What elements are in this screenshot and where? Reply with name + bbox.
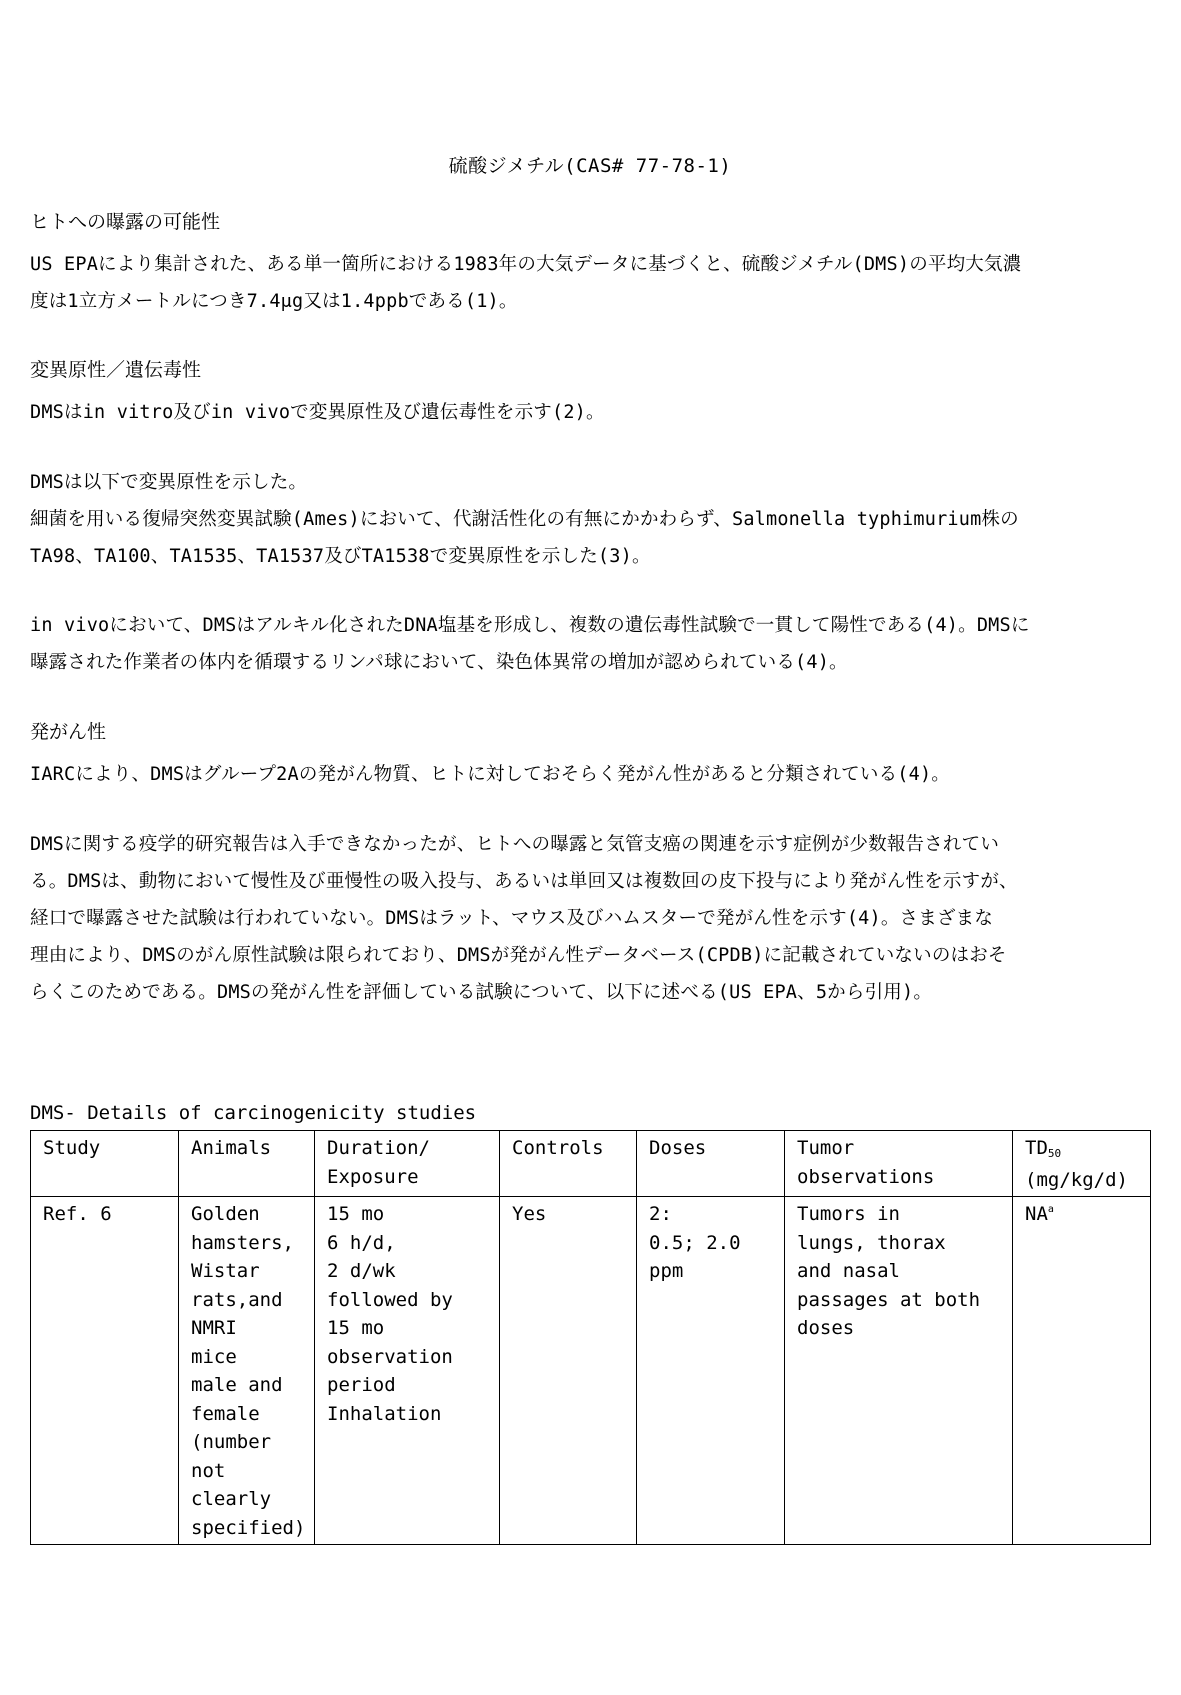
header-controls: Controls [500, 1131, 637, 1197]
text-line: らくこのためである。DMSの発がん性を評価している試験について、以下に述べる(US EPA、5から引用)。 [30, 982, 933, 1003]
cell-controls: Yes [500, 1197, 637, 1545]
text-line: IARCにより、DMSはグループ2Aの発がん物質、ヒトに対しておそらく発がん性があると分類されている(4)。 [30, 764, 950, 785]
text-line: 細菌を用いる復帰突然変異試験(Ames)において、代謝活性化の有無にかかわらず、Salmonella typhimurium株の [30, 509, 1019, 530]
paragraph-mutagenicity-3 [30, 607, 1150, 681]
heading-carcinogenicity: 発がん性 [30, 721, 107, 743]
text-line: in vivoにおいて、DMSはアルキル化されたDNA塩基を形成し、複数の遺伝毒性試験で一貫して陽性である(4)。DMSに [30, 615, 1030, 636]
cell-animals: Golden hamsters, Wistar rats,and NMRI mice male and female (number not clearly specified) [179, 1197, 315, 1545]
header-doses: Doses [637, 1131, 785, 1197]
text-line: DMSは以下で変異原性を示した。 [30, 472, 308, 493]
text-line: TA98、TA100、TA1535、TA1537及びTA1538で変異原性を示した(3)。 [30, 546, 651, 567]
text-line: US EPAにより集計された、ある単一箇所における1983年の大気データに基づくと、硫酸ジメチル(DMS)の平均大気濃 [30, 254, 1022, 275]
paragraph-mutagenicity-2 [30, 464, 1150, 575]
footnote-marker: a [1047, 1204, 1054, 1215]
carcinogenicity-table [30, 1130, 1151, 1545]
document-title: 硫酸ジメチル(CAS# 77-78-1) [448, 155, 732, 177]
text-line: DMSはin vitro及びin vivoで変異原性及び遺伝毒性を示す(2)。 [30, 402, 605, 423]
header-animals: Animals [179, 1131, 315, 1197]
cell-doses: 2: 0.5; 2.0 ppm [637, 1197, 785, 1545]
paragraph-carcinogenicity-2 [30, 826, 1150, 1011]
text-line: る。DMSは、動物において慢性及び亜慢性の吸入投与、あるいは単回又は複数回の皮下投与により発がん性を示すが、 [30, 871, 1018, 892]
text-line: 理由により、DMSのがん原性試験は限られており、DMSが発がん性データベース(CPDB)に記載されていないのはおそ [30, 945, 1007, 966]
header-td50: $TD_{50}$ (mg/kg/d) [1013, 1131, 1151, 1197]
paragraph-mutagenicity-1 [30, 394, 1150, 431]
header-duration: Duration/ Exposure [315, 1131, 500, 1197]
heading-exposure: ヒトへの曝露の可能性 [30, 211, 221, 233]
cell-duration: 15 mo 6 h/d, 2 d/wk followed by 15 mo observation period Inhalation [315, 1197, 500, 1545]
paragraph-carcinogenicity-1 [30, 756, 1150, 793]
cell-tumor-observations: Tumors in lungs, thorax and nasal passages at both doses [785, 1197, 1013, 1545]
cell-td50: $NA^a$ [1013, 1197, 1151, 1545]
text-line: DMSに関する疫学的研究報告は入手できなかったが、ヒトへの曝露と気管支癌の関連を示す症例が少数報告されてい [30, 834, 1000, 855]
header-study: Study [31, 1131, 179, 1197]
table-row [31, 1197, 1151, 1545]
cell-study: Ref. 6 [31, 1197, 179, 1545]
text-line: 度は1立方メートルにつき7.4μg又は1.4ppbである(1)。 [30, 291, 518, 312]
header-tumor-observations: Tumor observations [785, 1131, 1013, 1197]
table-header-row [31, 1131, 1151, 1197]
heading-mutagenicity: 変異原性／遺伝毒性 [30, 359, 202, 381]
table-caption: DMS- Details of carcinogenicity studies [30, 1102, 477, 1124]
text-line: 経口で曝露させた試験は行われていない。DMSはラット、マウス及びハムスターで発がん性を示す(4)。さまざまな [30, 908, 994, 929]
text-line: 曝露された作業者の体内を循環するリンパ球において、染色体異常の増加が認められている(4)。 [30, 652, 848, 673]
paragraph-exposure [30, 246, 1150, 320]
